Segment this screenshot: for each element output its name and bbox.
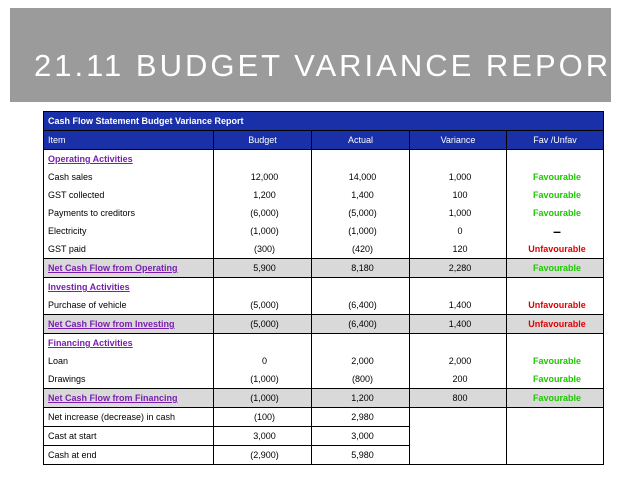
row-actual: 5,980 [312, 446, 410, 465]
table-row [44, 240, 604, 259]
row-variance: 120 [410, 240, 507, 259]
row-budget: (100) [214, 408, 312, 427]
total-row-operating [44, 259, 604, 278]
row-budget: 5,900 [214, 259, 312, 278]
row-actual: (1,000) [312, 222, 410, 240]
row-item: Cash at end [44, 446, 214, 465]
row-budget: 0 [214, 352, 312, 370]
row-variance: 0 [410, 222, 507, 240]
row-variance: 200 [410, 370, 507, 389]
row-fav-status: Favourable [507, 389, 604, 408]
section-label: Operating Activities [44, 150, 214, 169]
row-item: Drawings [44, 370, 214, 389]
row-item: Net increase (decrease) in cash [44, 408, 214, 427]
total-row-investing [44, 315, 604, 334]
row-budget: 1,200 [214, 186, 312, 204]
table-caption: Cash Flow Statement Budget Variance Report [44, 112, 604, 131]
row-fav-status: Favourable [507, 168, 604, 186]
row-budget: (300) [214, 240, 312, 259]
row-budget: (6,000) [214, 204, 312, 222]
row-variance: 800 [410, 389, 507, 408]
row-item: Electricity [44, 222, 214, 240]
row-item: GST paid [44, 240, 214, 259]
row-variance: 1,000 [410, 168, 507, 186]
table-row [44, 296, 604, 315]
row-variance: 1,400 [410, 315, 507, 334]
row-budget: (5,000) [214, 296, 312, 315]
row-item: Cash sales [44, 168, 214, 186]
row-item: Purchase of vehicle [44, 296, 214, 315]
table-caption-row [44, 112, 604, 131]
total-row-financing [44, 389, 604, 408]
row-actual: 3,000 [312, 427, 410, 446]
section-row-operating [44, 150, 604, 169]
row-actual: (420) [312, 240, 410, 259]
row-item: GST collected [44, 186, 214, 204]
page-title: 21.11 BUDGET VARIANCE REPORT [34, 48, 633, 83]
row-actual: 1,400 [312, 186, 410, 204]
table-header-row [44, 131, 604, 150]
row-budget: (5,000) [214, 315, 312, 334]
table-row [44, 222, 604, 240]
table-row [44, 168, 604, 186]
row-fav-status: Favourable [507, 204, 604, 222]
row-fav-status: Favourable [507, 370, 604, 389]
row-actual: 2,980 [312, 408, 410, 427]
column-header-fav-unfav: Fav /Unfav [507, 131, 604, 150]
row-budget: (1,000) [214, 222, 312, 240]
row-actual: 14,000 [312, 168, 410, 186]
row-fav-status: Unfavourable [507, 240, 604, 259]
row-item: Net Cash Flow from Investing [44, 315, 214, 334]
row-variance: 1,400 [410, 296, 507, 315]
row-variance: 100 [410, 186, 507, 204]
row-variance: 2,280 [410, 259, 507, 278]
table-row [44, 352, 604, 370]
title-banner [10, 8, 633, 102]
section-label: Investing Activities [44, 278, 214, 297]
row-variance: 2,000 [410, 352, 507, 370]
table-row [44, 408, 604, 427]
row-item: Payments to creditors [44, 204, 214, 222]
empty-fav-cell [507, 408, 604, 465]
row-actual: 8,180 [312, 259, 410, 278]
section-row-financing [44, 334, 604, 353]
row-actual: (5,000) [312, 204, 410, 222]
row-item: Net Cash Flow from Financing [44, 389, 214, 408]
row-fav-status: Favourable [507, 352, 604, 370]
row-fav-status: Unfavourable [507, 296, 604, 315]
row-item: Loan [44, 352, 214, 370]
row-fav-status: – [507, 222, 604, 240]
variance-report-table [43, 111, 604, 465]
row-actual: 1,200 [312, 389, 410, 408]
row-fav-status: Favourable [507, 186, 604, 204]
row-budget: (1,000) [214, 370, 312, 389]
row-item: Cast at start [44, 427, 214, 446]
row-fav-status: Favourable [507, 259, 604, 278]
row-fav-status: Unfavourable [507, 315, 604, 334]
row-actual: (6,400) [312, 315, 410, 334]
row-budget: (2,900) [214, 446, 312, 465]
row-budget: (1,000) [214, 389, 312, 408]
table-row [44, 186, 604, 204]
section-label: Financing Activities [44, 334, 214, 353]
column-header-variance: Variance [410, 131, 507, 150]
table-row [44, 370, 604, 389]
section-row-investing [44, 278, 604, 297]
row-actual: 2,000 [312, 352, 410, 370]
row-budget: 3,000 [214, 427, 312, 446]
column-header-item: Item [44, 131, 214, 150]
row-actual: (800) [312, 370, 410, 389]
row-item: Net Cash Flow from Operating [44, 259, 214, 278]
row-actual: (6,400) [312, 296, 410, 315]
column-header-budget: Budget [214, 131, 312, 150]
empty-variance-cell [410, 408, 507, 465]
table-row [44, 204, 604, 222]
row-budget: 12,000 [214, 168, 312, 186]
row-variance: 1,000 [410, 204, 507, 222]
column-header-actual: Actual [312, 131, 410, 150]
